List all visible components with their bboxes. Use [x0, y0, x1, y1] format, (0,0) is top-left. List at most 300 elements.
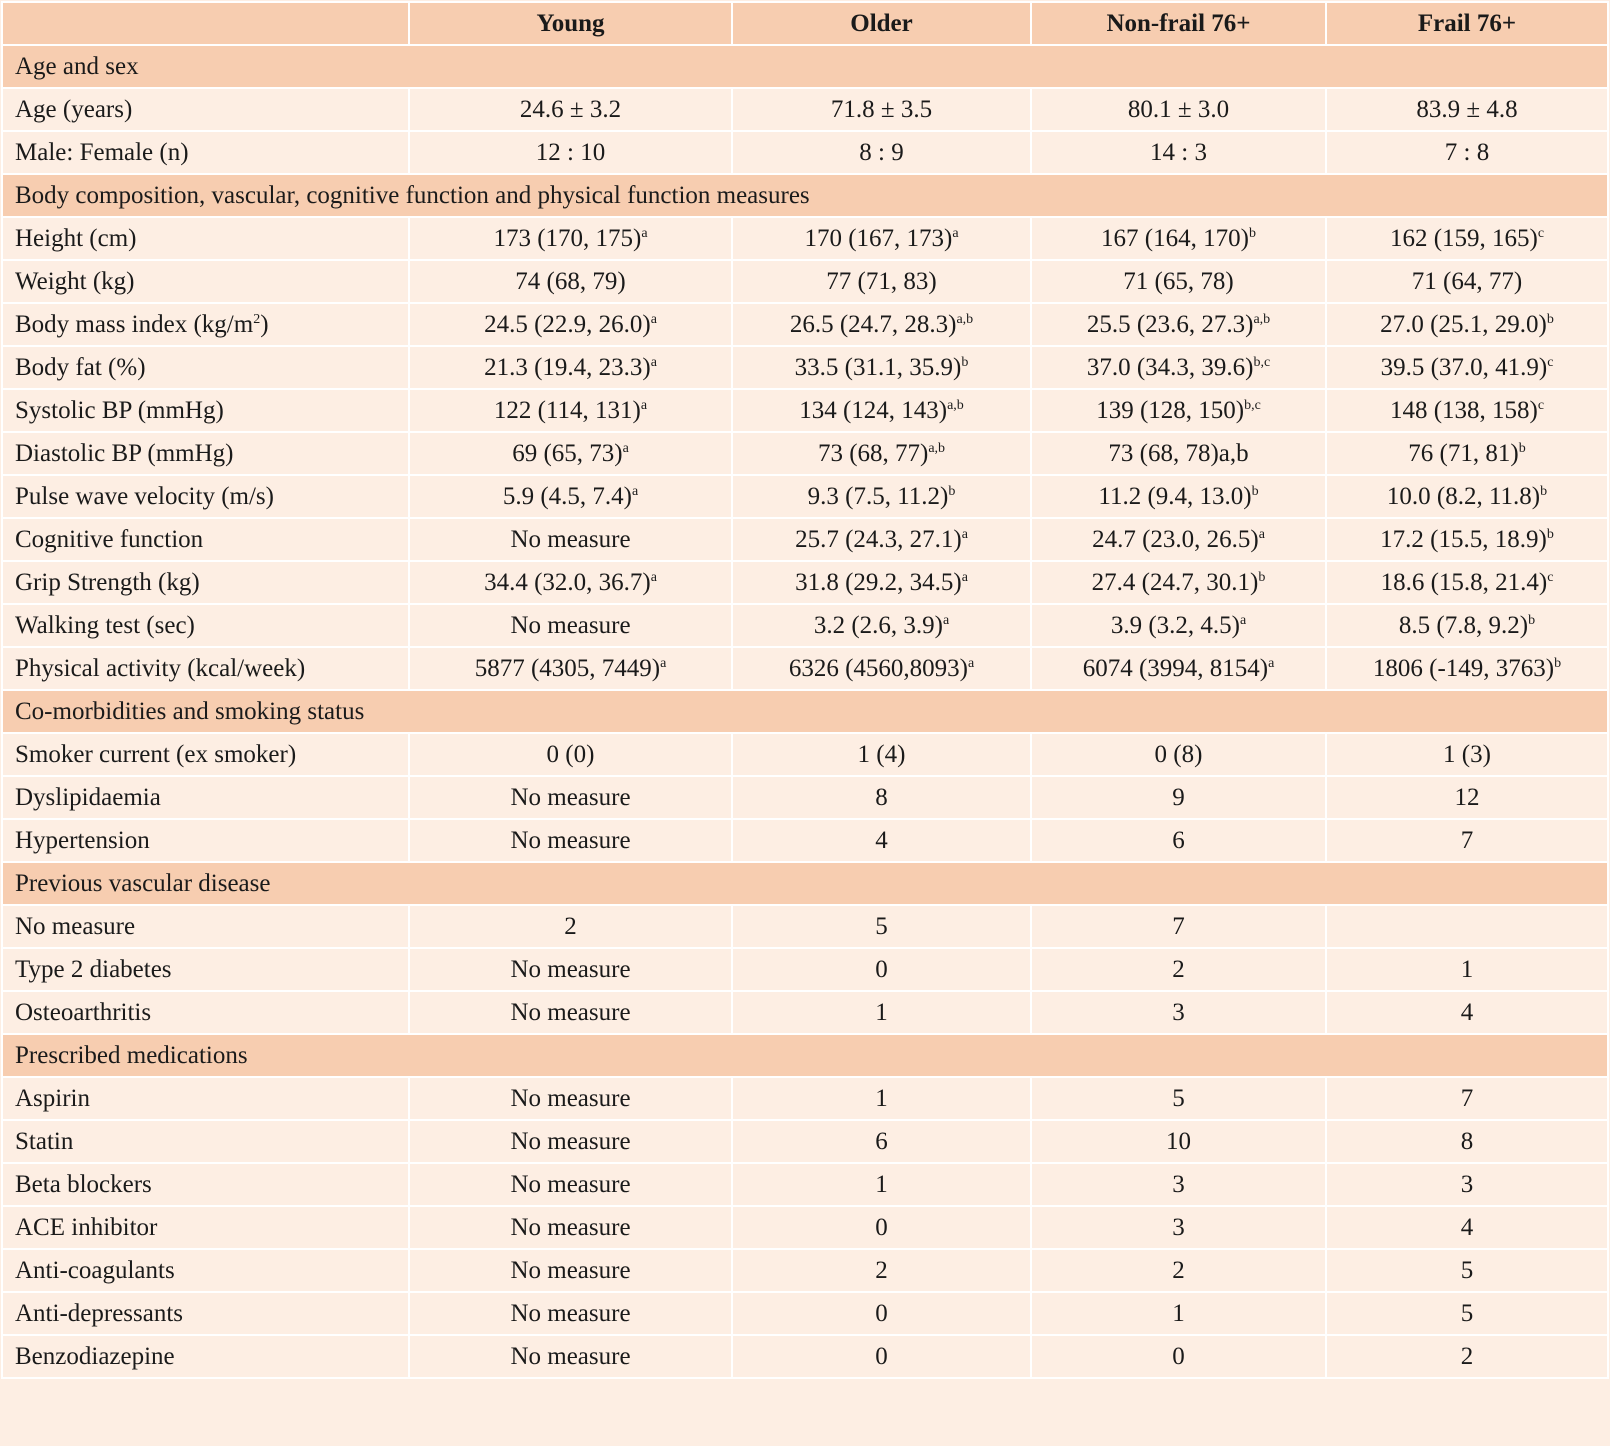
- cell-value: No measure: [510, 611, 631, 639]
- table-cell: [1326, 948, 1608, 991]
- table-cell: [1326, 475, 1608, 518]
- cell-value: 0: [875, 1213, 888, 1241]
- table-cell: [409, 1120, 732, 1163]
- cell-value: 3.9 (3.2, 4.5): [1110, 611, 1240, 639]
- cell-value: 31.8 (29.2, 34.5): [795, 568, 962, 596]
- table-cell: [1031, 1077, 1326, 1120]
- significance-superscript: a,b: [956, 311, 974, 327]
- table-cell: [1326, 733, 1608, 776]
- table-cell: [409, 561, 732, 604]
- table-cell: [732, 776, 1031, 819]
- significance-superscript: b: [1546, 526, 1554, 542]
- cell-value: 170 (167, 173): [804, 224, 953, 252]
- table-cell: [1326, 88, 1608, 131]
- significance-superscript: a: [640, 397, 648, 413]
- row-label: [2, 733, 409, 776]
- cell-value: 83.9 ± 4.8: [1416, 95, 1518, 123]
- cell-value: 1: [1460, 955, 1474, 983]
- table-cell: [409, 432, 732, 475]
- cell-value: No measure: [510, 1084, 631, 1112]
- row-label: [2, 819, 409, 862]
- table-cell: [409, 905, 732, 948]
- row-label-text: Aspirin: [15, 1084, 90, 1112]
- row-label: [2, 1077, 409, 1120]
- cell-value: 1: [1172, 1299, 1185, 1327]
- table-row: [2, 432, 1608, 475]
- table-row: [2, 217, 1608, 260]
- cell-value: 34.4 (32.0, 36.7): [484, 568, 651, 596]
- cell-value: 0: [875, 955, 888, 983]
- cell-value: 21.3 (19.4, 23.3): [484, 353, 651, 381]
- row-label: [2, 217, 409, 260]
- cell-value: 134 (124, 143): [799, 396, 948, 424]
- cell-value: 6: [1172, 826, 1185, 854]
- cell-value: 7: [1460, 1084, 1474, 1112]
- cell-value: 8 : 9: [859, 138, 904, 166]
- table-cell: [409, 604, 732, 647]
- table-cell: [1031, 88, 1326, 131]
- table-row: [2, 604, 1608, 647]
- table-header: [2, 2, 1608, 45]
- section-title: Prescribed medications: [2, 1034, 1608, 1077]
- significance-superscript: a: [660, 655, 667, 671]
- table-cell: [409, 1163, 732, 1206]
- cell-value: 12 : 10: [535, 138, 606, 166]
- table-cell: [732, 1335, 1031, 1378]
- significance-superscript: a: [641, 225, 648, 241]
- table-cell: [409, 475, 732, 518]
- table-cell: [1031, 518, 1326, 561]
- cell-value: 33.5 (31.1, 35.9): [794, 353, 962, 381]
- cell-value: 4: [1460, 998, 1474, 1026]
- table-cell: [732, 346, 1031, 389]
- row-label: [2, 604, 409, 647]
- cell-value: 139 (128, 150): [1096, 396, 1245, 424]
- row-label: [2, 475, 409, 518]
- row-label-text: Weight (kg): [15, 267, 135, 295]
- table-cell: [732, 88, 1031, 131]
- row-label-text: Male: Female (n): [15, 138, 189, 166]
- row-label-text: Hypertension: [15, 826, 150, 854]
- table-cell: [1031, 432, 1326, 475]
- table-cell: [1326, 1335, 1608, 1378]
- cell-value: 8: [875, 783, 888, 811]
- cell-value: No measure: [510, 1127, 631, 1155]
- cell-value: No measure: [510, 998, 631, 1026]
- row-label: [2, 432, 409, 475]
- table-cell: [1031, 561, 1326, 604]
- cell-value: 71.8 ± 3.5: [830, 95, 933, 123]
- table-row: [2, 518, 1608, 561]
- significance-superscript: b: [1528, 612, 1536, 628]
- row-label-text: Pulse wave velocity (m/s): [15, 482, 274, 510]
- cell-value: No measure: [510, 1213, 631, 1241]
- row-label-text: Smoker current (ex smoker): [15, 740, 297, 768]
- table-cell: [1031, 260, 1326, 303]
- cell-value: 71 (65, 78): [1123, 267, 1234, 295]
- row-label: [2, 905, 409, 948]
- table-cell: [732, 905, 1031, 948]
- table-cell: [732, 991, 1031, 1034]
- row-label-superscript: 2: [253, 311, 261, 327]
- row-label-text: Grip Strength (kg): [15, 568, 200, 596]
- significance-superscript: b: [1251, 483, 1259, 499]
- cell-value: 5: [1172, 1084, 1185, 1112]
- significance-superscript: b: [1248, 225, 1256, 241]
- row-label-text: Diastolic BP (mmHg): [15, 439, 234, 467]
- significance-superscript: a,b: [928, 440, 946, 456]
- row-label: [2, 518, 409, 561]
- section-row: [2, 862, 1608, 905]
- row-label: [2, 88, 409, 131]
- cell-value: 7: [1460, 826, 1474, 854]
- cell-value: 167 (164, 170): [1101, 224, 1249, 252]
- cell-value: 12: [1454, 783, 1480, 811]
- significance-superscript: b: [1518, 440, 1526, 456]
- table-cell: [409, 948, 732, 991]
- section-title: Co-morbidities and smoking status: [2, 690, 1608, 733]
- table-row: [2, 88, 1608, 131]
- cell-value: 77 (71, 83): [826, 267, 937, 295]
- table-cell: [732, 389, 1031, 432]
- header-frail: Frail 76+: [1326, 2, 1608, 45]
- table-cell: [732, 1206, 1031, 1249]
- significance-superscript: a: [622, 440, 629, 456]
- table-cell: [409, 991, 732, 1034]
- table-cell: [1031, 475, 1326, 518]
- cell-value: 4: [1460, 1213, 1474, 1241]
- section-row: [2, 174, 1608, 217]
- cell-value: 3: [1460, 1170, 1474, 1198]
- cell-value: 1806 (-149, 3763): [1372, 654, 1555, 682]
- table-row: [2, 1335, 1608, 1378]
- cell-value: 2: [875, 1256, 888, 1284]
- row-label-tail: ): [260, 310, 269, 338]
- table-cell: [409, 1335, 732, 1378]
- cell-value: 0: [875, 1299, 888, 1327]
- row-label-text: Systolic BP (mmHg): [15, 396, 224, 424]
- cell-value: 6326 (4560,8093): [788, 654, 968, 682]
- cell-value: No measure: [510, 1256, 631, 1284]
- table-cell: [409, 303, 732, 346]
- cell-value: 1: [875, 1084, 888, 1112]
- table-cell: [1031, 776, 1326, 819]
- cell-value: 0: [875, 1342, 888, 1370]
- cell-value: No measure: [510, 1299, 631, 1327]
- table-cell: [1031, 1163, 1326, 1206]
- table-cell: [409, 518, 732, 561]
- row-label-text: Dyslipidaemia: [15, 783, 161, 811]
- row-label-text: Physical activity (kcal/week): [15, 654, 306, 682]
- significance-superscript: a,b: [1253, 311, 1271, 327]
- table-cell: [1031, 991, 1326, 1034]
- table-cell: [409, 647, 732, 690]
- table-row: [2, 905, 1608, 948]
- table-cell: [1031, 1292, 1326, 1335]
- row-label: [2, 647, 409, 690]
- table-cell: [409, 1249, 732, 1292]
- cell-value: 37.0 (34.3, 39.6): [1086, 353, 1254, 381]
- row-label: [2, 1120, 409, 1163]
- row-label: [2, 303, 409, 346]
- row-label-text: Statin: [15, 1127, 74, 1155]
- table-cell: [1031, 647, 1326, 690]
- cell-value: No measure: [510, 1170, 631, 1198]
- row-label-text: Anti-coagulants: [15, 1256, 175, 1284]
- cell-value: 4: [875, 826, 888, 854]
- table-cell: [1326, 991, 1608, 1034]
- table-cell: [1326, 776, 1608, 819]
- table-cell: [1326, 432, 1608, 475]
- table-cell: [1031, 303, 1326, 346]
- table-row: [2, 346, 1608, 389]
- row-label: [2, 1163, 409, 1206]
- cell-value: 0 (8): [1154, 740, 1203, 768]
- cell-value: 148 (138, 158): [1389, 396, 1538, 424]
- table-row: [2, 303, 1608, 346]
- table-cell: [1326, 1077, 1608, 1120]
- table-cell: [732, 260, 1031, 303]
- cell-value: 9: [1172, 783, 1185, 811]
- cell-value: 1: [875, 998, 888, 1026]
- table-cell: [1326, 518, 1608, 561]
- table-cell: [1326, 1249, 1608, 1292]
- table-cell: [732, 303, 1031, 346]
- cell-value: 3: [1172, 998, 1185, 1026]
- table-cell: [1031, 389, 1326, 432]
- significance-superscript: a: [952, 225, 959, 241]
- table-cell: [732, 518, 1031, 561]
- cell-value: 25.7 (24.3, 27.1): [795, 525, 962, 553]
- table-cell: [732, 733, 1031, 776]
- cell-value: 5: [875, 912, 888, 940]
- row-label-text: Height (cm): [15, 224, 137, 252]
- row-label: [2, 1249, 409, 1292]
- significance-superscript: b: [1540, 483, 1548, 499]
- cell-value: No measure: [510, 1342, 631, 1370]
- significance-superscript: c: [1547, 354, 1554, 370]
- table-cell: [732, 819, 1031, 862]
- row-label: [2, 948, 409, 991]
- row-label-text: No measure: [15, 912, 136, 940]
- table-cell: [732, 131, 1031, 174]
- cell-value: No measure: [510, 955, 631, 983]
- table-cell: [409, 88, 732, 131]
- table-cell: [732, 948, 1031, 991]
- row-label: [2, 389, 409, 432]
- table-row: [2, 647, 1608, 690]
- cell-value: 10.0 (8.2, 11.8): [1386, 482, 1541, 510]
- significance-superscript: b: [1554, 655, 1562, 671]
- table-row: [2, 561, 1608, 604]
- cell-value: 162 (159, 165): [1389, 224, 1538, 252]
- table-cell: [1326, 647, 1608, 690]
- table-cell: [1031, 948, 1326, 991]
- row-label-text: Walking test (sec): [15, 611, 195, 639]
- cell-value: 24.5 (22.9, 26.0): [484, 310, 651, 338]
- cell-value: 5877 (4305, 7449): [474, 654, 661, 682]
- table-row: [2, 776, 1608, 819]
- significance-superscript: a: [650, 569, 657, 585]
- row-label: [2, 260, 409, 303]
- row-label-text: Osteoarthritis: [15, 998, 152, 1026]
- table-row: [2, 1077, 1608, 1120]
- cell-value: 2: [564, 912, 577, 940]
- table-cell: [732, 604, 1031, 647]
- cell-value: 5: [1460, 1299, 1474, 1327]
- table-cell: [1031, 733, 1326, 776]
- table-cell: [732, 432, 1031, 475]
- table-row: [2, 1249, 1608, 1292]
- table-cell: [1326, 604, 1608, 647]
- table-cell: [1031, 604, 1326, 647]
- table-cell: [732, 1077, 1031, 1120]
- table-cell: [409, 733, 732, 776]
- cell-value: 10: [1166, 1127, 1191, 1155]
- significance-superscript: a: [1258, 526, 1265, 542]
- table-row: [2, 991, 1608, 1034]
- significance-superscript: a: [942, 612, 950, 628]
- table-row: [2, 131, 1608, 174]
- table-cell: [1031, 1206, 1326, 1249]
- cell-value: 1 (3): [1443, 740, 1491, 768]
- cell-value: 1 (4): [857, 740, 906, 768]
- cell-value: 7 : 8: [1444, 138, 1490, 166]
- table-row: [2, 389, 1608, 432]
- table-cell: [409, 1077, 732, 1120]
- row-label: [2, 131, 409, 174]
- significance-superscript: a,b: [947, 397, 964, 413]
- cell-value: 73 (68, 77): [817, 439, 929, 467]
- table-cell: [1326, 1120, 1608, 1163]
- section-title: Body composition, vascular, cognitive function and physical function measures: [2, 174, 1608, 217]
- header-young: Young: [409, 2, 732, 45]
- table-cell: [1326, 561, 1608, 604]
- cell-value: 2: [1172, 955, 1185, 983]
- significance-superscript: b: [1546, 311, 1554, 327]
- row-label-text: Benzodiazepine: [15, 1342, 175, 1370]
- cell-value: 74 (68, 79): [515, 267, 626, 295]
- row-label: [2, 561, 409, 604]
- row-label-text: Body fat (%): [15, 353, 146, 381]
- header-corner: [2, 2, 409, 45]
- cell-value: 2: [1460, 1342, 1474, 1370]
- table-cell: [1031, 217, 1326, 260]
- table-cell: [1326, 1163, 1608, 1206]
- cell-value: 3.2 (2.6, 3.9): [813, 611, 943, 639]
- section-row: [2, 690, 1608, 733]
- cell-value: 18.6 (15.8, 21.4): [1380, 568, 1548, 596]
- cell-value: 122 (114, 131): [493, 396, 641, 424]
- significance-superscript: a: [631, 483, 639, 499]
- table-cell: [732, 217, 1031, 260]
- table-cell: [409, 776, 732, 819]
- significance-superscript: c: [1537, 397, 1545, 413]
- cell-value: 5: [1460, 1256, 1474, 1284]
- significance-superscript: a: [650, 311, 657, 327]
- table-cell: [1031, 346, 1326, 389]
- table-row: [2, 1163, 1608, 1206]
- table-row: [2, 948, 1608, 991]
- table-cell: [409, 346, 732, 389]
- cell-value: 17.2 (15.5, 18.9): [1380, 525, 1547, 553]
- table-cell: [1326, 905, 1608, 948]
- table-cell: [1326, 303, 1608, 346]
- table-cell: [732, 1292, 1031, 1335]
- section-title: Previous vascular disease: [2, 862, 1608, 905]
- table-cell: [1326, 131, 1608, 174]
- row-label: [2, 991, 409, 1034]
- table-cell: [1031, 905, 1326, 948]
- significance-superscript: a: [1268, 655, 1275, 671]
- cell-value: 71 (64, 77): [1411, 267, 1523, 295]
- cell-value: 5.9 (4.5, 7.4): [502, 482, 632, 510]
- table-cell: [1031, 1120, 1326, 1163]
- row-label-text: Anti-depressants: [15, 1299, 184, 1327]
- cell-value: 73 (68, 78)a,b: [1108, 439, 1249, 467]
- cell-value: 27.4 (24.7, 30.1): [1091, 568, 1259, 596]
- table-cell: [1031, 1335, 1326, 1378]
- cell-value: 14 : 3: [1150, 138, 1207, 166]
- cell-value: 7: [1172, 912, 1185, 940]
- cell-value: 9.3 (7.5, 11.2): [807, 482, 949, 510]
- cell-value: 76 (71, 81): [1408, 439, 1519, 467]
- row-label-text: ACE inhibitor: [15, 1213, 158, 1241]
- table-cell: [732, 1120, 1031, 1163]
- cell-value: 25.5 (23.6, 27.3): [1086, 310, 1254, 338]
- section-row: [2, 1034, 1608, 1077]
- table-cell: [1326, 260, 1608, 303]
- table-cell: [732, 561, 1031, 604]
- cell-value: 27.0 (25.1, 29.0): [1380, 310, 1547, 338]
- row-label: [2, 1292, 409, 1335]
- cell-value: No measure: [510, 525, 631, 553]
- table-cell: [1326, 819, 1608, 862]
- section-title: Age and sex: [2, 45, 1608, 88]
- table-cell: [409, 819, 732, 862]
- cell-value: 39.5 (37.0, 41.9): [1380, 353, 1548, 381]
- cell-value: 6074 (3994, 8154): [1082, 654, 1269, 682]
- cell-value: 1: [875, 1170, 888, 1198]
- table-row: [2, 819, 1608, 862]
- row-label: [2, 1335, 409, 1378]
- cell-value: 3: [1172, 1170, 1185, 1198]
- table-body: [2, 45, 1608, 1378]
- table-cell: [409, 389, 732, 432]
- cell-value: 0: [1172, 1342, 1185, 1370]
- significance-superscript: b,c: [1244, 397, 1261, 413]
- table-row: [2, 475, 1608, 518]
- significance-superscript: c: [1537, 225, 1545, 241]
- cell-value: No measure: [510, 783, 631, 811]
- table-cell: [1326, 1206, 1608, 1249]
- header-older: Older: [732, 2, 1031, 45]
- table-cell: [732, 1249, 1031, 1292]
- table-cell: [1326, 217, 1608, 260]
- cell-value: 8: [1460, 1127, 1474, 1155]
- cell-value: 26.5 (24.7, 28.3): [789, 310, 957, 338]
- table-cell: [409, 217, 732, 260]
- table-cell: [1031, 1249, 1326, 1292]
- cell-value: 2: [1172, 1256, 1185, 1284]
- significance-superscript: a: [650, 354, 657, 370]
- row-label: [2, 346, 409, 389]
- table-cell: [1031, 131, 1326, 174]
- characteristics-table: [1, 1, 1609, 1379]
- significance-superscript: a: [967, 655, 975, 671]
- table-cell: [409, 260, 732, 303]
- table-cell: [732, 1163, 1031, 1206]
